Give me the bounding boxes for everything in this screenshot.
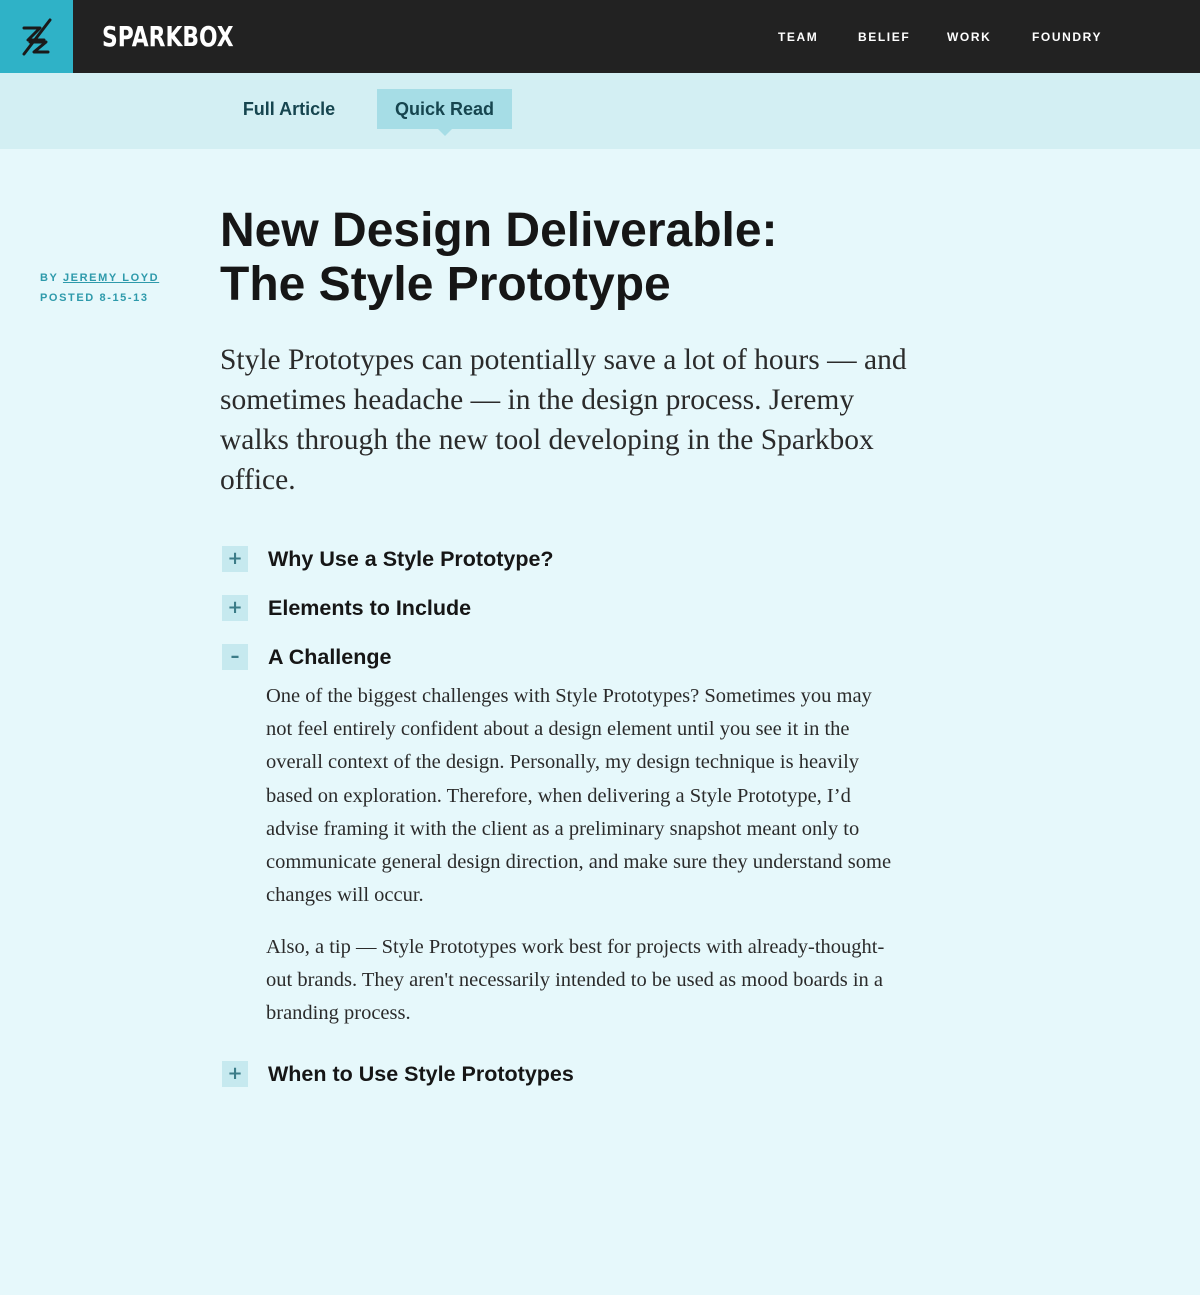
- nav-belief[interactable]: BELIEF: [858, 30, 911, 44]
- author-link[interactable]: JEREMY LOYD: [62, 272, 160, 284]
- nav-work[interactable]: WORK: [947, 30, 992, 44]
- posted-date: POSTED 8-15-13: [40, 292, 149, 304]
- article-view-tabs: [0, 73, 1200, 149]
- expand-plus-icon[interactable]: +: [222, 595, 248, 621]
- sparkbox-logo-icon: [16, 16, 58, 58]
- page-title: [220, 204, 920, 312]
- accordion-title[interactable]: A Challenge: [268, 645, 392, 669]
- byline: [40, 268, 159, 288]
- title-line-1: New Design Deliverable:: [220, 204, 778, 257]
- expand-plus-icon[interactable]: +: [222, 546, 248, 572]
- article-meta: [40, 268, 159, 308]
- nav-foundry[interactable]: FOUNDRY: [1032, 30, 1103, 44]
- expand-plus-icon[interactable]: +: [222, 1061, 248, 1087]
- tab-full-article[interactable]: Full Article: [242, 99, 336, 119]
- byline-prefix: BY: [40, 272, 59, 284]
- logo-link[interactable]: [0, 0, 73, 73]
- accordion-title[interactable]: Why Use a Style Prototype?: [268, 547, 554, 571]
- accordion-title[interactable]: When to Use Style Prototypes: [268, 1062, 574, 1086]
- accordion-body-paragraph: Also, a tip — Style Prototypes work best for projects with already-thought-out brands. They aren't necessarily intended to be used as mood boards in a branding process.: [266, 936, 885, 1025]
- accordion-title[interactable]: Elements to Include: [268, 596, 472, 620]
- collapse-minus-icon[interactable]: –: [222, 644, 248, 670]
- brand-name[interactable]: SPARKBOX: [102, 20, 234, 53]
- nav-team[interactable]: TEAM: [778, 30, 819, 44]
- title-line-2: The Style Prototype: [220, 258, 671, 311]
- accordion-body-paragraph: One of the biggest challenges with Style Prototypes? Sometimes you may not feel entirely confident about a design element until you see it in the overall context of the design. Personally, my design technique is heavily based on exploration. Therefore, when delivering a Style Prototype, I’d advise framing it with the client as a preliminary snapshot meant only to communicate general design direction, and make sure they understand some changes will occur.: [266, 685, 892, 907]
- tab-quick-read[interactable]: Quick Read: [377, 89, 512, 129]
- article-lede: Style Prototypes can potentially save a lot of hours — and sometimes headache — in the design process. Jeremy walks through the new tool developing in the Sparkbox office.: [220, 344, 907, 496]
- site-header: [0, 0, 1200, 73]
